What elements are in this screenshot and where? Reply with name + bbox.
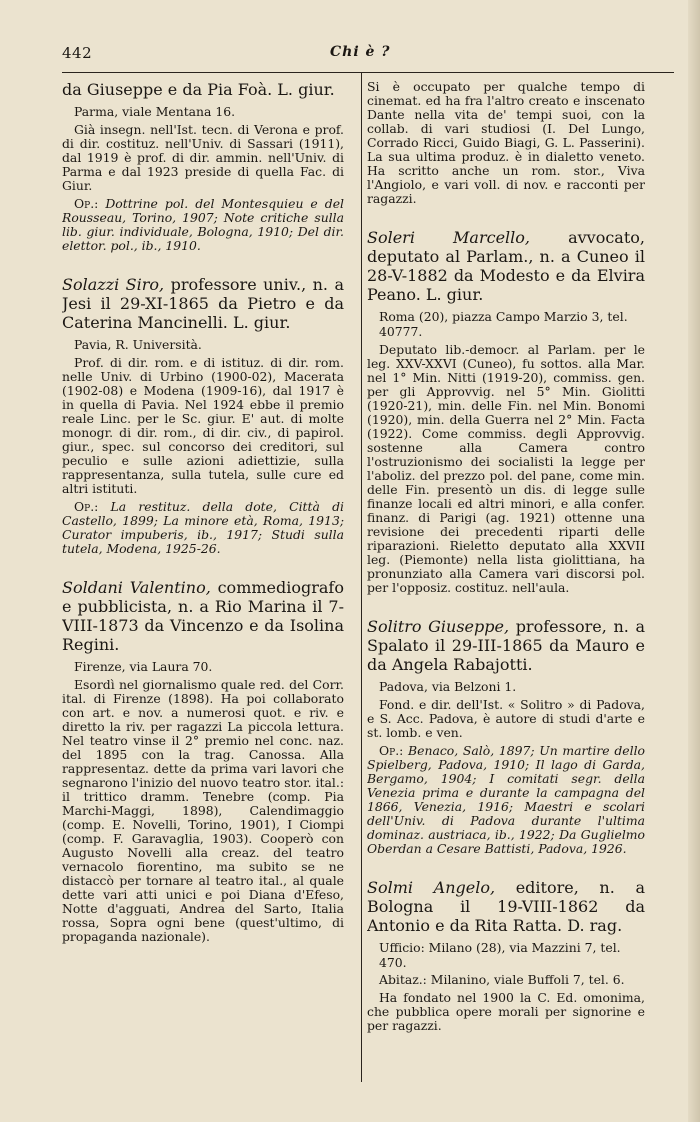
entry-heading <box>62 578 344 654</box>
entry-body: Esordì nel giornalismo quale red. del Corr. ital. di Firenze (1898). Ha poi collaborato con art. e nov. a numerosi quot. e riv. e diretto la riv. per ragazzi La piccola lettura. Nel teatro vinse il 2° premio nel conc. naz. del 1895 con la trag. Canossa. Alla rappresentaz. dette da prima vari lavori che segnarono l'inizio del nuovo teatro stor. ital.: il trittico dramm. Tenebre (comp. Pia Marchi-Maggi, 1898), Calendimaggio (comp. E. Novelli, Torino, 1901), I Ciompi (comp. F. Garavaglia, 1903). Cooperò con Augusto Novelli alla creaz. del teatro vernacolo fiorentino, ma subito se ne distaccò per tornare al teatro ital., al quale dette vari atti unici e poi Diana d'Efeso, Notte d'agguati, Andrea del Sarto, Italia rossa, Sopra ogni bene (quest'ultimo, di propaganda nazionale). <box>62 677 344 944</box>
entry-works <box>62 197 344 253</box>
entry-name: Solitro Giuseppe, <box>367 617 510 636</box>
entry-address: Firenze, via Laura 70. <box>74 659 213 674</box>
entry-name: Solazzi Siro, <box>62 275 165 294</box>
entry-heading-rest: professore, n. a Spalato il 29-III-1865 da Mauro e da Angela Rabajotti. <box>367 617 645 674</box>
entry-name: Solmi Angelo, <box>367 878 496 897</box>
entry-body: Già insegn. nell'Ist. tecn. di Verona e prof. di dir. costituz. nell'Univ. di Sassari (1911), dal 1919 è prof. di dir. ammin. nell'Univ. di Parma e dal 1923 preside di quella Fac. di Giur. <box>62 122 344 193</box>
entry-works <box>367 744 645 856</box>
entry-address: Padova, via Belzoni 1. <box>379 679 517 694</box>
entry-body: Ha fondato nel 1900 la C. Ed. omonima, che pubblica opere morali per signorine e per ragazzi. <box>367 990 645 1033</box>
entry-soleri <box>367 228 645 595</box>
works-label: Op.: <box>74 196 99 211</box>
entry-heading <box>367 617 645 674</box>
entry-continued <box>367 80 645 206</box>
page-edge <box>688 0 700 1122</box>
entry-heading: da Giuseppe e da Pia Foà. L. giur. <box>62 80 335 99</box>
entry-heading <box>367 878 645 935</box>
works-text: Dottrine pol. del Montesquieu e del Rousseau, Torino, 1907; Note critiche sulla lib. giur. individuale, Bologna, 1910; Del dir. elettor. pol., ib., 1910. <box>62 196 344 253</box>
entry-solitro <box>367 617 645 856</box>
entry-address: Pavia, R. Università. <box>74 337 202 352</box>
entry-address: Parma, viale Mentana 16. <box>74 104 236 119</box>
entry-body: Si è occupato per qualche tempo di cinemat. ed ha fra l'altro creato e inscenato Dante nella vita de' tempi suoi, con la collab. di vari studiosi (I. Del Lungo, Corrado Ricci, Guido Biagi, G. L. Passerini). La sua ultima produz. è in dialetto veneto. Ha scritto anche un rom. stor., Viva l'Angiolo, e vari voll. di nov. e racconti per ragazzi. <box>367 80 645 206</box>
running-title: Chi è ? <box>330 44 391 60</box>
entry-name: Soleri Marcello, <box>367 228 530 247</box>
entry-heading-rest: commediografo e pubblicista, n. a Rio Marina il 7-VIII-1873 da Vincenzo e da Isolina Regini. <box>62 578 344 654</box>
works-label: Op.: <box>379 743 404 758</box>
entry-solmi <box>367 878 645 1033</box>
works-text: Benaco, Salò, 1897; Un martire dello Spielberg, Padova, 1910; Il lago di Garda, Bergamo, 1904; I comitati segr. della Venezia prima e durante la campagna del 1866, Venezia, 1916; Maestri e scolari dell'Univ. di Padova durante l'ultima dominaz. austriaca, ib., 1922; Da Guglielmo Oberdan a Cesare Battisti, Padova, 1926. <box>367 743 645 856</box>
entry-heading <box>62 275 344 332</box>
entry-name: Soldani Valentino, <box>62 578 211 597</box>
entry-body: Fond. e dir. dell'Ist. « Solitro » di Padova, e S. Acc. Padova, è autore di studi d'arte e st. lomb. e ven. <box>367 697 645 740</box>
entry-office: Ufficio: Milano (28), via Mazzini 7, tel. 470. <box>379 940 621 970</box>
header-rule <box>62 72 674 73</box>
entry-body: Prof. di dir. rom. e di istituz. di dir. rom. nelle Univ. di Urbino (1900-02), Macerata (1902-08) e Modena (1909-16), dal 1917 è in quella di Pavia. Nel 1924 ebbe il premio reale Linc. per le Sc. giur. E' aut. di molte monogr. di dir. rom., di dir. civ., di papirol. giur., spec. sul concorso dei creditori, sul peculio e sulle azioni adiettizie, sulla rappresentanza, sulla tutela, sulle cure ed altri istituti. <box>62 355 344 496</box>
page-number: 442 <box>62 44 93 62</box>
left-column <box>62 80 344 1100</box>
entry-works <box>62 500 344 556</box>
entry-heading-rest: avvocato, deputato al Parlam., n. a Cuneo il 28-V-1882 da Modesto e da Elvira Peano. L. giur. <box>367 228 645 304</box>
entry-solazzi <box>62 275 344 556</box>
works-label: Op.: <box>74 499 99 514</box>
entry-continued <box>62 80 344 253</box>
entry-address: Roma (20), piazza Campo Marzio 3, tel. 40777. <box>379 309 628 339</box>
column-divider <box>361 72 362 1082</box>
entry-soldani <box>62 578 344 944</box>
entry-heading-rest: professore univ., n. a Jesi il 29-XI-1865 da Pietro e da Caterina Mancinelli. L. giur. <box>62 275 344 332</box>
entry-home: Abitaz.: Milanino, viale Buffoli 7, tel. 6. <box>379 972 625 987</box>
works-text: La restituz. della dote, Città di Castello, 1899; La minore età, Roma, 1913; Curator impuberis, ib., 1917; Studi sulla tutela, Modena, 1925-26. <box>62 499 344 556</box>
entry-heading-rest: editore, n. a Bologna il 19-VIII-1862 da Antonio e da Rita Ratta. D. rag. <box>367 878 645 935</box>
entry-body: Deputato lib.-democr. al Parlam. per le leg. XXV-XXVI (Cuneo), fu sottos. alla Mar. nel 1° Min. Nitti (1919-20), commiss. gen. per gli Approvvig. nel 5° Min. Giolitti (1920-21), min. delle Fin. nel Min. Bonomi (1920), min. della Guerra nel 2° Min. Facta (1922). Come commiss. degli Approvvig. sostenne alla Camera contro l'ostruzionismo dei socialisti la legge per l'aboliz. del prezzo pol. del pane, come min. delle Fin. presentò un dis. di legge sulle finanze locali ed altri minori, e alla confer. finanz. di Parigi (ag. 1921) ottenne una revisione dei precedenti riparti delle riparazioni. Rieletto deputato alla XXVII leg. (Piemonte) nella lista giolittiana, ha pronunziato alla Camera vari discorsi pol. per l'opposiz. costituz. nell'aula. <box>367 342 645 595</box>
page-header <box>62 44 672 66</box>
entry-heading <box>367 228 645 304</box>
right-column <box>367 80 645 1100</box>
